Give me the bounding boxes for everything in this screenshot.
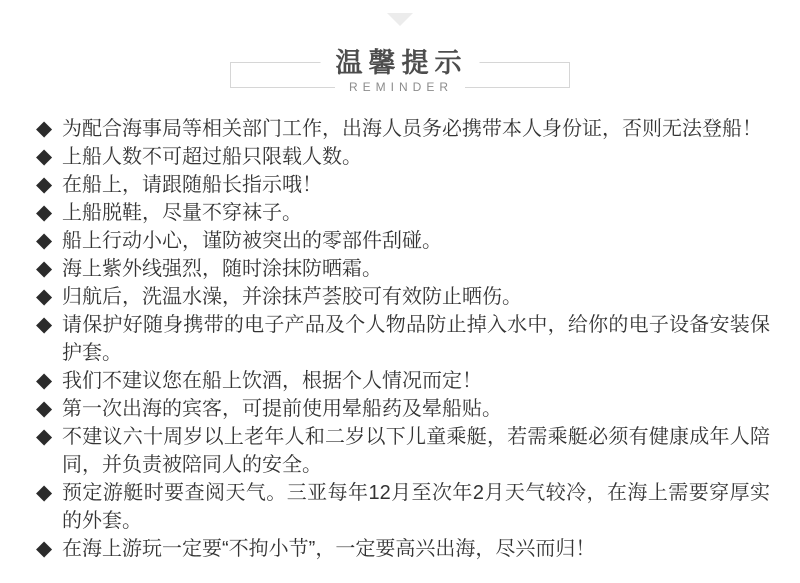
reminder-item bbox=[36, 199, 770, 227]
reminder-item bbox=[36, 479, 770, 535]
reminder-notice-page bbox=[0, 13, 800, 583]
reminder-item bbox=[36, 115, 770, 143]
diamond-bullet-icon: ◆ bbox=[36, 117, 53, 140]
reminder-text: 归航后，洗温水澡，并涂抹芦荟胶可有效防止晒伤。 bbox=[62, 286, 522, 308]
reminder-text: 为配合海事局等相关部门工作，出海人员务必携带本人身份证，否则无法登船！ bbox=[62, 118, 762, 140]
reminder-item bbox=[36, 255, 770, 283]
reminder-text: 请保护好随身携带的电子产品及个人物品防止掉入水中，给你的电子设备安装保护套。 bbox=[62, 314, 770, 364]
diamond-bullet-icon: ◆ bbox=[36, 257, 53, 280]
reminder-text: 在船上，请跟随船长指示哦！ bbox=[62, 174, 322, 196]
diamond-bullet-icon: ◆ bbox=[36, 173, 53, 196]
header-box bbox=[230, 48, 570, 94]
diamond-bullet-icon: ◆ bbox=[36, 145, 53, 168]
page-subtitle: REMINDER bbox=[335, 79, 465, 95]
reminder-item bbox=[36, 283, 770, 311]
reminder-text: 上船人数不可超过船只限载人数。 bbox=[62, 146, 362, 168]
reminder-text: 上船脱鞋，尽量不穿袜子。 bbox=[62, 202, 302, 224]
reminder-text: 我们不建议您在船上饮酒，根据个人情况而定！ bbox=[62, 370, 482, 392]
reminder-text: 海上紫外线强烈，随时涂抹防晒霜。 bbox=[62, 258, 382, 280]
reminder-item bbox=[36, 367, 770, 395]
diamond-bullet-icon: ◆ bbox=[36, 285, 53, 308]
diamond-bullet-icon: ◆ bbox=[36, 201, 53, 224]
diamond-bullet-icon: ◆ bbox=[36, 397, 53, 420]
diamond-bullet-icon: ◆ bbox=[36, 369, 53, 392]
triangle-down-icon bbox=[387, 13, 413, 26]
reminder-item bbox=[36, 143, 770, 171]
reminder-text: 船上行动小心，谨防被突出的零部件刮碰。 bbox=[62, 230, 442, 252]
reminder-item bbox=[36, 311, 770, 367]
page-title: 温馨提示 bbox=[321, 48, 480, 78]
reminder-text: 在海上游玩一定要“不拘小节”，一定要高兴出海，尽兴而归！ bbox=[62, 538, 596, 560]
reminder-item bbox=[36, 171, 770, 199]
diamond-bullet-icon: ◆ bbox=[36, 425, 53, 448]
diamond-bullet-icon: ◆ bbox=[36, 229, 53, 252]
reminder-item bbox=[36, 227, 770, 255]
reminder-list bbox=[36, 115, 770, 563]
reminder-text: 不建议六十周岁以上老年人和二岁以下儿童乘艇，若需乘艇必须有健康成年人陪同，并负责被陪同人的安全。 bbox=[62, 426, 770, 476]
diamond-bullet-icon: ◆ bbox=[36, 313, 53, 336]
diamond-bullet-icon: ◆ bbox=[36, 537, 53, 560]
diamond-bullet-icon: ◆ bbox=[36, 481, 53, 504]
reminder-item bbox=[36, 395, 770, 423]
reminder-text: 预定游艇时要查阅天气。三亚每年12月至次年2月天气较冷，在海上需要穿厚实的外套。 bbox=[62, 482, 770, 532]
reminder-item bbox=[36, 535, 770, 563]
reminder-item bbox=[36, 423, 770, 479]
reminder-text: 第一次出海的宾客，可提前使用晕船药及晕船贴。 bbox=[62, 398, 502, 420]
